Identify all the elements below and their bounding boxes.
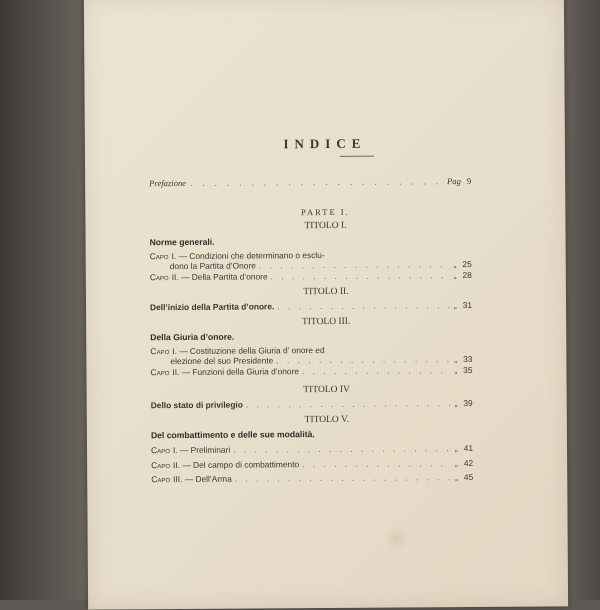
titolo-heading-row	[150, 300, 472, 312]
page-number: 25	[462, 258, 472, 270]
page-number: 28	[462, 269, 472, 281]
capo-label: Capo	[151, 474, 171, 485]
titolo-label: TITOLO III.	[301, 316, 351, 328]
ditto-mark: „	[454, 458, 458, 469]
capo-text: I. — Condizioni che determinano o esclu-	[171, 250, 325, 262]
ditto-mark: „	[454, 443, 458, 454]
capo-entry	[151, 472, 473, 484]
capo-text-cont: dono la Partita d’Onore	[169, 260, 256, 272]
page-number: 42	[463, 457, 474, 469]
titolo-label: TITOLO II.	[303, 286, 349, 298]
capo-entry	[150, 270, 472, 282]
pag-label: Pag	[446, 176, 461, 187]
capo-text: III. — Dell’Arma	[173, 473, 232, 485]
leader-dots	[302, 365, 451, 376]
blind-stamp	[384, 525, 410, 551]
ditto-mark: „	[454, 365, 458, 376]
capo-text: II. — Del campo di combattimento	[172, 459, 300, 471]
leader-dots	[190, 176, 443, 188]
capo-text: I. — Preliminari	[172, 444, 231, 456]
leader-dots	[302, 458, 452, 469]
index-title: INDICE	[283, 135, 367, 152]
capo-text-cont: elezione del suo Presidente	[170, 355, 274, 367]
capo-label: Capo	[149, 251, 169, 262]
capo-text: II. — Funzioni della Giuria d’onore	[172, 366, 300, 378]
capo-label: Capo	[150, 367, 170, 378]
page-number: 33	[463, 353, 473, 365]
prefazione-label: Prefazione	[149, 177, 187, 189]
leader-dots	[235, 472, 452, 484]
titolo-heading: Norme generali.	[149, 236, 215, 248]
titolo-heading-row	[151, 398, 473, 410]
page-number: 41	[463, 442, 474, 454]
leader-dots	[259, 259, 451, 270]
leader-dots	[277, 300, 451, 311]
parte-label: PARTE I.	[300, 206, 350, 218]
capo-text: I. — Costituzione della Giuria d’ onore ed	[172, 345, 325, 357]
title-rule	[340, 156, 374, 157]
prefazione-page: 9	[466, 175, 472, 187]
prefazione-row	[149, 176, 471, 188]
titolo-heading: Dell’inizio della Partita d’onore.	[149, 301, 275, 313]
titolo-label: TITOLO V.	[304, 414, 350, 426]
capo-entry-cont	[170, 354, 472, 366]
leader-dots	[233, 443, 452, 455]
capo-label: Capo	[150, 346, 170, 357]
page-number: 45	[463, 471, 474, 483]
book-page	[84, 0, 568, 610]
leader-dots	[271, 270, 451, 281]
ditto-mark: „	[455, 472, 458, 483]
capo-entry	[151, 443, 473, 455]
capo-entry	[150, 365, 472, 377]
capo-text: II. — Della Partita d’onore	[171, 271, 268, 283]
ditto-mark: „	[453, 300, 457, 311]
background-left	[0, 0, 90, 600]
ditto-mark: „	[454, 354, 458, 365]
ditto-mark: „	[453, 259, 457, 270]
ditto-mark: „	[454, 398, 458, 409]
page-number: 35	[463, 364, 473, 376]
capo-entry-cont	[170, 259, 472, 271]
titolo-heading: Dello stato di privilegio	[150, 399, 243, 411]
titolo-label: TITOLO I.	[304, 220, 347, 232]
capo-entry	[151, 458, 473, 470]
capo-label: Capo	[150, 445, 170, 456]
page-number: 39	[463, 397, 473, 409]
titolo-label: TITOLO IV	[303, 384, 350, 396]
titolo-heading: Del combattimento e delle sue modalità.	[150, 429, 315, 441]
capo-label: Capo	[151, 460, 171, 471]
leader-dots	[246, 398, 452, 409]
page-number: 31	[462, 299, 473, 311]
titolo-heading: Della Giuria d’onore.	[150, 331, 235, 343]
capo-label: Capo	[149, 272, 169, 283]
ditto-mark: „	[453, 270, 457, 281]
leader-dots	[276, 354, 451, 365]
